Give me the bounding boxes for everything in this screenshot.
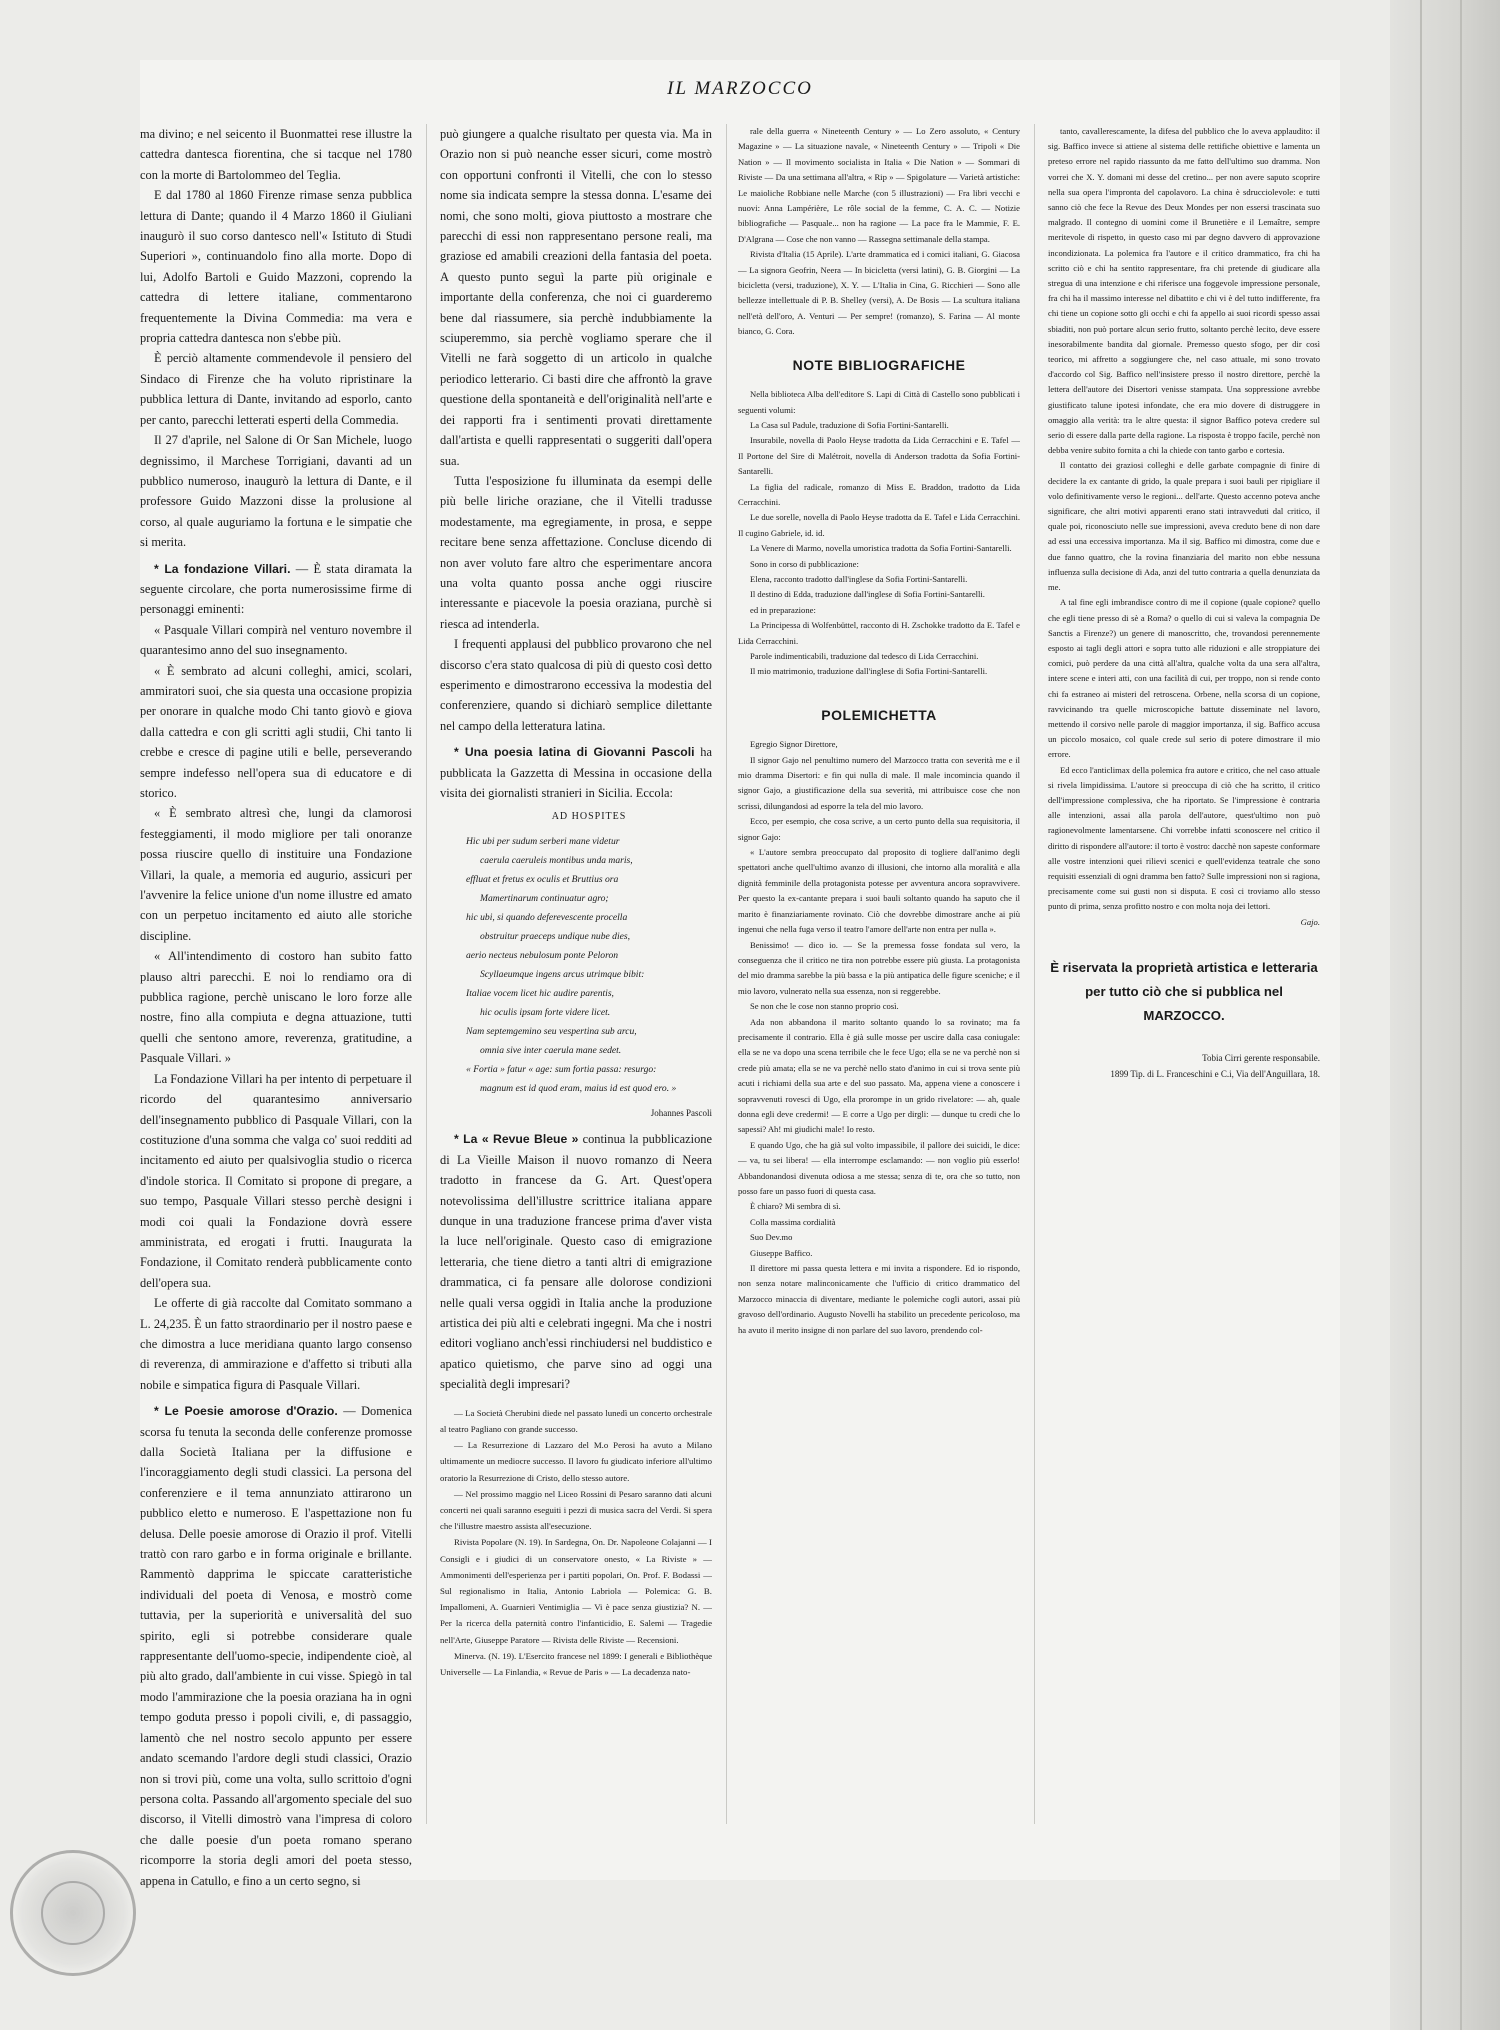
paragraph — [140, 559, 412, 620]
paragraph: Se non che le cose non stanno proprio così. — [750, 1001, 899, 1012]
paragraph: La Venere di Marmo, novella umoristica tradotta da Sofia Fortini-Santarelli. — [750, 543, 1012, 554]
scan-edge — [1390, 0, 1500, 2030]
poem-line: Scyllaeumque ingens arcus utrimque bibit: — [480, 969, 645, 981]
poem-line: Hic ubi per sudum serberi mane videtur — [466, 836, 620, 848]
paragraph-text: È perciò altamente commendevole il pensiero del Sindaco di Firenze che ha voluto ripristinare la pubblica lettura di Dante, invitando ad esporlo, canto per canto, parecchi letterati esperti della Commedia. — [140, 351, 412, 427]
paragraph — [140, 430, 412, 552]
column-3 — [738, 124, 1020, 1338]
paragraph: Ada non abbandona il marito soltanto quando lo sa rovinato; ma fa precisamente il contrario. Ella è già sulle mosse per uscire dalla casa coniugale: ella se ne va dopo una scena terribile che le fece Ugo; ella se ne va perchè non si crede più amata; ella se ne va perchè nello stato d'animo in cui si trova sente più acuti i richiami della sua arte e del suo passato. Ma, appena viene a conoscere i sopravvenuti rovesci di Ugo, ella prorompe in un grido rivelatore: — ah, quale donna egli deve credermi! — E corre a Ugo per dirgli: — dunque tu credi che lo sapessi? Ah! mi giudichi male! Io resto. — [738, 1016, 1020, 1135]
paragraph: La Principessa di Wolfenbüttel, racconto di H. Zschokke tradotto da E. Tafel e Lida Cerracchini. — [738, 620, 1020, 646]
paragraph-text: — Domenica scorsa fu tenuta la seconda delle conferenze promosse dalla Società Italiana per la diffusione e l'incoraggiamento degli studi classici. La persona del conferenziere e il tema annunziato attirarono un pubblico eletto e numeroso. E l'aspettazione non fu delusa. Delle poesie amorose di Orazio il prof. Vitelli trattò con raro garbo e in forma originale e brillante. Rammentò dapprima le spiccate caratteristiche individuali del poeta di Venosa, e mostrò come tuttavia, per la superiorità e universalità del suo spirito, egli si potrebbe considerare quale rappresentante dell'uomo-specie, indipendente cioè, al più alto grado, dall'ambiente in cui visse. Spiegò in tal modo l'ammirazione che la poesia oraziana ha in ogni tempo goduta presso i popoli civili, e, di passaggio, lamentò che nel nostro secolo appunto per essere andato scemando l'ardore degli studi classici, Orazio non si trovi più, come una volta, sullo scrittoio d'ogni persona colta. Passando all'argomento speciale del suo discorso, il Vitelli dimostrò vana l'impresa di coloro che dalle poesie d'un poeta romano sperano ricomporre la storia degli amori del poeta stesso, appena in Catullo, e fino a un certo segno, si — [140, 1404, 412, 1888]
paragraph: Ecco, per esempio, che cosa scrive, a un certo punto della sua requisitoria, il signor Gajo: — [738, 816, 1020, 842]
paragraph-text: « Pasquale Villari compirà nel venturo novembre il quarantesimo anno del suo insegnamento. — [140, 622, 412, 658]
paragraph: Benissimo! — dico io. — Se la premessa fosse fondata sul vero, la conseguenza che il critico ne tira non potrebbe essere più giusta. La protagonista del mio dramma sarebbe la più bassa e la più antipatica delle figure sceniche; e il mio lavoro, vulnerato nella sua essenza, non si reggerebbe. — [738, 939, 1020, 996]
paragraph — [140, 1293, 412, 1395]
paragraph: Il destino di Edda, traduzione dall'inglese di Sofia Fortini-Santarelli. — [750, 589, 985, 600]
latin-poem — [440, 807, 712, 1123]
paragraph: Rivista Popolare (N. 19). In Sardegna, On. Dr. Napoleone Colajanni — I Consigli e i giudici di un conservatore onesto, « La Riviste » — Ammonimenti dell'esperienza per i partiti popolari, On. Prof. F. Bodassi — Sul regionalismo in Italia, Antonio Labriola — Polemica: G. B. Impallomeni, A. Guarnieri Ventimiglia — Vi è pace senza giustizia? N. — Per la ricerca della paternità contro l'infanticidio, E. Salemi — Tragedie nell'Arte, Giuseppe Paratore — Rivista delle Riviste — Recensioni. — [440, 1537, 712, 1645]
paragraph: A tal fine egli imbrandisce contro di me il copione (quale copione? quello che egli tiene presso di sè a Roma? o quello di cui si valeva la compagnia De Sanctis a Firenze?) un genere di manoscritto, che, trovandosi perennemente esposto ai tagli degli attori e sopra tutto alle riduzioni e alle stroppiature dei comici, può perdere da una città all'altra, qualche volta da una sera all'altra, intere scene e interi atti, con una facilità di cui, per troppo, non si rende conto chi fa estraneo ai misteri del retroscena. Orbene, nella scorsa di un copione, ravvicinando tra quelle microscopiche battute disseminate nel lavoro, mettendo il corsivo nelle parole di maggior importanza, il sig. Baffico accusa un piccolo mosaico, col quale crede sul serio di potere dimostrare il mio errore. — [1048, 597, 1320, 760]
section-heading: * Le Poesie amorose d'Orazio. — [154, 1404, 338, 1419]
polemichetta-title: POLEMICHETTA — [821, 706, 937, 723]
paragraph: Rivista d'Italia (15 Aprile). L'arte drammatica ed i comici italiani, G. Giacosa — La signora Geofrin, Neera — In bicicletta (versi latini), G. B. Giorgini — La bicicletta (versi, traduzione), X. Y. — L'Italia in Cina, G. Ricchieri — Sono alle bellezze intellettuale di P. B. Shelley (versi), A. De Bosis — La scultura italiana nell'età dell'oro, A. Venturi — Per sempre! (romanzo), S. Farina — Al monte bianco, G. Cora. — [738, 249, 1020, 337]
paragraph: Suo Dev.mo — [750, 1232, 793, 1243]
poem-line: hic oculis ipsam forte videre licet. — [480, 1007, 611, 1019]
poem-line: Nam septemgemino seu vespertina sub arcu, — [466, 1026, 637, 1038]
paragraph: Le due sorelle, novella di Paolo Heyse tradotta da E. Tafel e Lida Cerracchini. Il cugino Gabriele, id. id. — [738, 512, 1020, 538]
paragraph — [440, 124, 712, 471]
paragraph: Parole indimenticabili, traduzione dal tedesco di Lida Cerracchini. — [750, 651, 979, 661]
paragraph — [140, 803, 412, 946]
paragraph — [140, 124, 412, 185]
imprint-manager: Tobia Cirri gerente responsabile. — [1202, 1052, 1320, 1063]
paragraph: ed in preparazione: — [750, 604, 816, 615]
poem-line: aerio necteus nebulosum ponte Peloron — [466, 950, 619, 962]
paragraph: « L'autore sembra preoccupato dal proposito di togliere dall'animo degli spettatori anche quell'ultimo avanzo di illusioni, che intorno alla moralità e alla dignità femminile della protagonista potesse per avventura ancora sopravvivere. Per questo la ex-cantante prepara i suoi bauli soltanto quando ha saputo che il marito è finanziariamente rovinato. Ciò che dovrebbe dimostrare anche ai più ingenui che nella fuga verso il teatro l'amore dell'arte non entra per nulla ». — [738, 847, 1020, 935]
library-stamp — [10, 1850, 136, 1976]
paragraph: Colla massima cordialità — [750, 1216, 836, 1227]
paragraph: Il signor Gajo nel penultimo numero del Marzocco tratta con severità me e il mio dramma Disertori: e fin qui nulla di male. Il male incomincia quando il signor Gajo, a giustificazione della sua severità, mi attribuisce cose che non scrissi, dilungandosi ad esporre la tela del mio lavoro. — [738, 754, 1020, 811]
paragraph — [140, 185, 412, 348]
paragraph: — La Resurrezione di Lazzaro del M.o Perosi ha avuto a Milano ultimamente un mediocre successo. Il lavoro fu giudicato inferiore all'ultimo oratorio la Resurrezione di Cristo, dello stesso autore. — [440, 1440, 712, 1483]
paragraph: La Casa sul Padule, traduzione di Sofia Fortini-Santarelli. — [750, 419, 949, 430]
paragraph-text: « È sembrato altresì che, lungi da clamorosi festeggiamenti, il modo migliore per tali onoranze possa riuscire quello di instituire una Fondazione Villari, la quale, a memoria ed augurio, assicuri per l'avvenire la felice unione d'un nome illustre ed amato con un perpetuo incitamento ed aiuto alle storiche discipline. — [140, 806, 412, 943]
section-heading: * Una poesia latina di Giovanni Pascoli — [454, 745, 695, 760]
poem-line: omnia sive inter caerula mane sedet. — [480, 1045, 622, 1057]
section-heading: * La fondazione Villari. — [154, 561, 291, 576]
poem-line: magnum est id quod eram, maius id est quod ero. » — [480, 1083, 677, 1095]
paragraph — [140, 620, 412, 661]
poem-line: caerula caeruleis montibus unda maris, — [480, 855, 633, 867]
paragraph-text: La Fondazione Villari ha per intento di perpetuare il ricordo del quarantesimo anniversario dell'insegnamento pubblico di Pasquale Villari, con la costituzione d'una somma che valga co' suoi redditi ad incitamento ed aiuto per qualsivoglia studio o ricerca d'indole storica. Il Comitato si propone di pregare, a suo tempo, Pasquale Villari stesso perchè designi i modi coi quali la Fondazione dovrà essere amministrata, ed erogati i frutti. Inaugurata la Fondazione, il Comitato renderà pubblicamente conto dell'opera sua. — [140, 1071, 412, 1290]
paragraph-text: ha pubblicata la Gazzetta di Messina in occasione della visita dei giornalisti stranieri in Sicilia. Eccola: — [440, 745, 712, 800]
paragraph — [440, 742, 712, 803]
paragraph — [140, 1069, 412, 1293]
paragraph: Egregio Signor Direttore, — [750, 739, 838, 750]
paragraph: rale della guerra « Nineteenth Century » — Lo Zero assoluto, « Century Magazine » — La situazione navale, « Nineteenth Century » — Tripoli « Die Nation » — Il movimento socialista in Italia « Die Nation » — Sommari di Riviste — Da una settimana all'altra, « Rip » — Spigolature — Varietà artistiche: Le maioliche Robbiane nelle Marche (con 5 illustrazioni) — Fra libri vecchi e nuovi: Anna Lampérière, Le rôle social de la femme, C. A. C. — Notizie bibliografiche — Pasquale... non ha ragione — La pace fra le Mammie, F. E. D'Algrana — Cose che non vanno — Rassegna settimanale della stampa. — [738, 126, 1020, 244]
paragraph-text: E dal 1780 al 1860 Firenze rimase senza pubblica lettura di Dante; quando il 4 Marzo 1860 il Giuliani inaugurò il suo corso dantesco nell'« Istituto di Studi Superiori », continuandolo fino alla morte. Dopo di lui, Adolfo Bartoli e Guido Mazzoni, coprendo la cattedra di lettere italiane, commentarono frequentemente la Divina Commedia: ma vera e propria cattedra dantesca non s'ebbe più. — [140, 188, 412, 346]
poem-line: hic ubi, si quando deferevescente procella — [466, 912, 628, 924]
poem-line: Mamertinarum continuatur agro; — [480, 893, 609, 905]
column-divider — [726, 124, 727, 1824]
paragraph — [440, 471, 712, 634]
paragraph-text: « All'intendimento di costoro han subito fatto plauso altri parecchi. E noi lo rendiamo ora di pubblica ragione, perchè uniscano le loro forze alle nostre, fino alla compiuta e degna attuazione, tutti quelli che sentono amore, reverenza, gratitudine, a Pasquale Villari. » — [140, 949, 412, 1066]
paragraph: Elena, racconto tradotto dall'inglese da Sofia Fortini-Santarelli. — [750, 573, 968, 584]
newspaper-page — [140, 60, 1340, 1888]
paragraph: Minerva. (N. 19). L'Esercito francese nel 1899: I generali e Bibliothèque Universelle — La Finlandia, « Revue de Paris » — La decadenza nato- — [440, 1650, 712, 1677]
paragraph: Il mio matrimonio, traduzione dall'inglese di Sofia Fortini-Santarelli. — [750, 666, 988, 677]
paragraph — [440, 1129, 712, 1394]
imprint-printer: 1899 Tip. di L. Franceschini e C.i, Via dell'Anguillara, 18. — [1110, 1068, 1320, 1079]
paragraph — [440, 634, 712, 736]
note-bibliografiche-title: NOTE BIBLIOGRAFICHE — [792, 356, 966, 373]
paragraph-text: Tutta l'esposizione fu illuminata da esempi delle più belle liriche oraziane, che il Vitelli tradusse modestamente, ma egregiamente, in prosa, e seppe recitare bene senza affettazione. Concluse dicendo di non aver voluto fare altro che esperimentare ancora una volta quanto possa anche oggi riuscire interessante e piacevole la poesia oraziana, purchè si riesca ad intenderla. — [440, 473, 712, 631]
paragraph: Il contatto dei graziosi colleghi e delle garbate compagnie di finire di decidere la ex cantante di grido, la quale prepara i suoi bauli per ripigliare il volo definitivamente verso le regioni... dell'arte. Questo accenno poteva anche significare, che altri motivi apparenti erano stati intravveduti dal critico, il quale poi, riconosciuto nelle sue impressioni, aveva creduto bene di non dare ad essi una eccessiva importanza. Ma il sig. Baffico mi dimostra, come due e due fanno quattro, che la rovina finanziaria del marito non ebbe nessuna influenza sulla decisione di Ada, anzi del tutto contraria a quella denunziata da me. — [1048, 460, 1320, 593]
poem-author: Johannes Pascoli — [650, 1108, 712, 1119]
paragraph-text: Il 27 d'aprile, nel Salone di Or San Michele, luogo degnissimo, il Marchese Torrigiani, davanti ad un pubblico numeroso, inaugurò la lettura di Dante, e il professore Guido Mazzoni disse la prolusione al corso, al quale auguriamo la fortuna e le simpatie che si merita. — [140, 433, 412, 550]
column-divider — [1034, 124, 1035, 1824]
paragraph: Giuseppe Baffico. — [750, 1247, 813, 1258]
section-heading: * La « Revue Bleue » — [454, 1132, 579, 1147]
column-4 — [1048, 124, 1320, 1082]
paragraph — [140, 1401, 412, 1891]
paragraph-text: — È stata diramata la seguente circolare, che porta numerosissime firme di personaggi eminenti: — [140, 561, 412, 617]
paragraph-text: I frequenti applausi del pubblico provarono che nel discorso c'era stato qualcosa di più di questo così detto esperimento e dimostrarono eccessiva la modestia del conferenziere, quando si dichiarò semplice dilettante nel campo della letteratura latina. — [440, 637, 712, 733]
rights-notice: È riservata la proprietà artistica e letteraria per tutto ciò che si pubblica nel MARZOCCO. — [1050, 959, 1318, 1023]
paragraph: La figlia del radicale, romanzo di Miss E. Braddon, tradotto da Lida Cerracchini. — [738, 481, 1020, 507]
paragraph: tanto, cavallerescamente, la difesa del pubblico che lo aveva applaudito: il sig. Baffico invece si attiene al sistema delle rettifiche obiettive e lamenta un preteso errore nel rapido riassunto da me fatto dell'ultimo suo dramma. Non vorrei che X. Y. domani mi desse del cretino... per non avere saputo scoprire nella sua opera l'impronta del capolavoro. La china è sdrucciolevole: e tutti sanno ciò che fece la Revue des Deux Mondes per non essersi trascinata suo malgrado. Il contegno di uomini come il Brunetière e il Lemaître, sempre meritevole di rispetto, in questo caso mi par degno davvero di approvazione incondizionata. La polemica fra l'autore e il critico drammatico, fra chi ha scritto ciò e chi ha sentito rappresentare, fra chi pretende di giudicare alla stregua di una intenzione e chi riferisce una foggevole impressione personale, fra chi ha il massimo interesse nel dibattito e chi vi è del tutto indifferente, fra chi tiene un copione sotto gli occhi e chi fa appello ai suoi ricordi spesso assai sbiaditi, non può portare alcun serio frutto, soltanto perchè lecito, deve essere inesorabilmente bandita dal giornale. Premesso questo sfogo, per dir così teorico, mi affretto a soggiungere che, nel caso attuale, mi sono trovato d'accordo col Sig. Baffico nell'insistere presso il nostro direttore, perchè la lettera dell'autore dei Disertori venisse stampata. Una soppressione avrebbe giustificato talune ipotesi infondate, che era mio dovere di distruggere in omaggio alla verità: tra le altre questa: il signor Baffico poteva credere sul serio di essere dalla parte della ragione. La risposta è troppo facile, perchè non debba venire subito fornita a chi la chiede con tanto garbo e cortesia. — [1048, 126, 1320, 456]
paragraph-text: può giungere a qualche risultato per questa via. Ma in Orazio non si può neanche esser sicuri, come mostrò con opportuni confronti il Vitelli, che con lo stesso nome sia indicata sempre la stessa donna. L'esame dei nomi, che sono molti, giova piuttosto a mostrare che parecchi di essi non rappresentano persone reali, ma graziose ed amabili creazioni della fantasia del poeta. A questo punto seguì la parte più originale e importante della conferenza, che noi ci guarderemo bene dal riassumere, sia perchè indubbiamente la sciuperemmo, sia perchè vogliamo sperare che il Vitelli ne farà soggetto di un articolo in qualche periodico letterario. Ci basti dire che affrontò la grave questione della spontaneità e dell'originalità nell'arte e dei rapporti fra i sentimenti provati direttamente dall'artista e quelli rappresentati o suggeriti dall'opera sua. — [440, 127, 712, 468]
paragraph — [140, 348, 412, 430]
poem-line: Italiae vocem licet hic audire parentis, — [466, 988, 614, 1000]
paragraph: — Nel prossimo maggio nel Liceo Rossini di Pesaro saranno dati alcuni concerti nei quali saranno eseguiti i pezzi di musica sacra del Verdi. Si spera che l'illustre maestro assista all'esecuzione. — [440, 1488, 712, 1532]
poem-line: « Fortia » fatur « age: sum fortia passa: resurgo: — [466, 1064, 657, 1076]
paragraph — [140, 661, 412, 804]
paragraph: Insurabile, novella di Paolo Heyse tradotta da Lida Cerracchini e E. Tafel — Il Portone del Sire di Malétroit, novella di Anderson tradotta da Sofia Fortini-Santarelli. — [738, 435, 1020, 477]
paragraph: Ed ecco l'anticlimax della polemica fra autore e critico, che nel caso attuale si rivela limpidissima. L'autore si preoccupa di ciò che ha scritto, il critico dell'impressione complessiva, che ha riportato. Se l'impressione è contraria alle intenzioni, assai alla parola dell'autore, quest'ultimo non può ragionevolmente lamentarsene. Chi vorrebbe infatti sconoscere nel critico il diritto di rispondere all'autore: il torto è vostro: dacchè non sapeste conformare alle vostre intenzioni quei rilievi scenici e quell'evidenza teatrale che sono requisiti essenziali di ogni dramma ben fatto? Sulle impressioni non si ragiona, precisamente come sui gusti non si disputa. E così ci troviamo allo stesso punto di prima, senza profitto nostro e con molta noja dei lettori. — [1048, 764, 1320, 912]
paragraph-text: Le offerte di già raccolte dal Comitato sommano a L. 24,235. È un fatto straordinario per il nostro paese e che dimostra a luce meridiana quanto largo consenso di reverenza, di ammirazione e d'affetto si tributi alla nobile e simpatica figura di Pasquale Villari. — [140, 1296, 412, 1392]
paragraph: E quando Ugo, che ha già sul volto impassibile, il pallore dei suicidi, le dice: — va, tu sei libera! — ella interrompe esclamando: — non voglio più esserlo! Abbandonandosi divenuta odiosa a me stessa; senza di te, ora che so tutto, non posso fare un passo fuori di questa casa. — [738, 1139, 1020, 1196]
paragraph: Sono in corso di pubblicazione: — [750, 558, 859, 569]
paragraph-text: « È sembrato ad alcuni colleghi, amici, scolari, ammiratori suoi, che sia questa una occasione propizia per onorare in qualche modo Chi tanto giovò e giova dalla cattedra e con gli scritti agli studii, Chi tanto li crebbe e cresce di pagine utili e belle, perseverando sempre indefesso nell'opera sua di educatore e di storico. — [140, 663, 412, 800]
poem-line: effluat et fretus ex oculis et Bruttius ora — [466, 874, 619, 886]
paragraph: — La Società Cherubini diede nel passato lunedì un concerto orchestrale al teatro Pagliano con grande successo. — [440, 1407, 712, 1434]
paragraph: Il direttore mi passa questa lettera e mi invita a rispondere. Ed io rispondo, non senza notare malinconicamente che l'ufficio di critico drammatico del Marzocco minaccia di diventare, mediante le polemiche cogli autori, assai più gravoso dell'ordinario. Augusto Novelli ha stabilito un precedente pericoloso, ma ha avuto il merito insigne di non parlare del suo lavoro, prendendo col- — [738, 1263, 1020, 1335]
paragraph: È chiaro? Mi sembra di sì. — [750, 1201, 841, 1212]
page-masthead: IL MARZOCCO — [667, 78, 813, 99]
column-2 — [440, 124, 712, 1680]
signature-gajo: Gajo. — [1300, 916, 1320, 927]
column-1 — [140, 124, 412, 1891]
paragraph-text: ma divino; e nel seicento il Buonmattei rese illustre la cattedra dantesca fiorentina, che si tacque nel 1780 con la morte di Bartolommeo del Teglia. — [140, 127, 412, 182]
paragraph: Nella biblioteca Alba dell'editore S. Lapi di Città di Castello sono pubblicati i seguenti volumi: — [738, 389, 1020, 415]
poem-line: obstruitur praeceps undique nube dies, — [480, 931, 631, 943]
column-divider — [426, 124, 427, 1824]
paragraph-text: continua la pubblicazione di La Vieille Maison il nuovo romanzo di Neera tradotto in francese da G. Art. Quest'opera notevolissima dell'illustre scrittrice italiana appare dunque in una traduzione francese prima d'aver vista la luce nell'originale. Questo caso di emigrazione letteraria, che tiene dietro a tanti altri di emigrazione drammatica, ci fa pensare alle dolorose condizioni nelle quali versa oggidì in Italia anche la produzione artistica dei più alti e celebrati ingegni. Ma che i nostri editori vogliano anch'essi rinchiudersi nel buddistico e apatico quietismo, che parve sino ad oggi una specialità degli impresari? — [440, 1132, 712, 1392]
imprint — [1048, 1050, 1320, 1082]
poem-title: AD HOSPITES — [551, 811, 627, 823]
paragraph — [140, 946, 412, 1068]
